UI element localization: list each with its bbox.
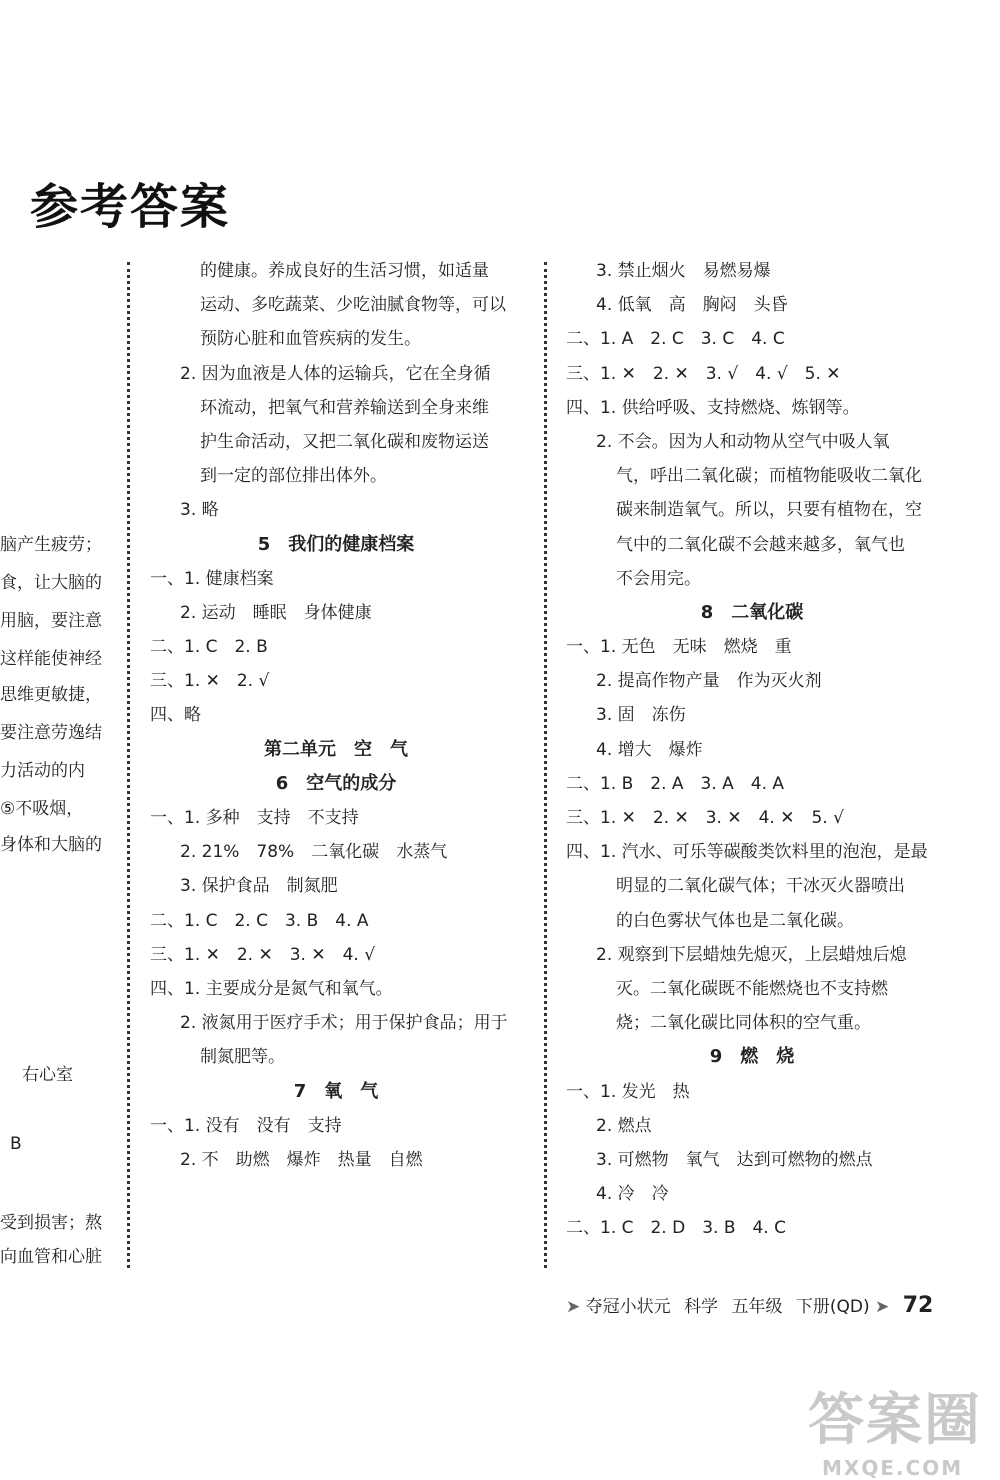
answer-line: 2. 燃点: [596, 1115, 652, 1136]
footer-subject: 科学: [684, 1297, 719, 1317]
answer-line: 3. 略: [180, 500, 219, 521]
answer-line: 三、1. ✕ 2. ✕ 3. √ 4. √ 5. ✕: [566, 363, 841, 384]
answer-line: 4. 低氧 高 胸闷 头昏: [596, 295, 788, 316]
answer-line: 灭。二氧化碳既不能燃烧也不支持燃: [616, 978, 888, 999]
answer-line: 三、1. ✕ 2. ✕ 3. ✕ 4. ✕ 5. √: [566, 808, 844, 828]
answer-line: 二、1. B 2. A 3. A 4. A: [566, 773, 785, 794]
answer-line: 气中的二氧化碳不会越来越多，氧气也: [616, 534, 905, 555]
answer-line: 到一定的部位排出体外。: [200, 466, 387, 487]
answer-line: 气，呼出二氧化碳；而植物能吸收二氧化: [616, 466, 922, 487]
answer-line: 运动、多吃蔬菜、少吃油腻食物等，可以: [200, 295, 506, 316]
answer-line: 的白色雾状气体也是二氧化碳。: [616, 910, 854, 931]
footer-arrow-icon: ➤: [875, 1297, 890, 1317]
page-number: 72: [902, 1293, 934, 1318]
answer-line: 二、1. C 2. C 3. B 4. A: [150, 910, 369, 931]
answer-line: 2. 运动 睡眠 身体健康: [180, 602, 372, 623]
answer-line: 4. 增大 爆炸: [596, 739, 703, 760]
answer-line: 二、1. C 2. D 3. B 4. C: [566, 1218, 786, 1239]
footer-volume: 下册(QD): [795, 1297, 870, 1317]
answer-line: 预防心脏和血管疾病的发生。: [200, 329, 421, 350]
answer-line: 的健康。养成良好的生活习惯，如适量: [200, 261, 489, 281]
answer-line: 环流动，把氧气和营养输送到全身来维: [200, 397, 489, 418]
footer-book-title: 夺冠小状元: [585, 1297, 671, 1317]
column-divider-left: [127, 262, 130, 1268]
answer-line: 4. 冷 冷: [596, 1184, 669, 1205]
section-heading: 5 我们的健康档案: [257, 533, 415, 555]
left-fragment-text: 用脑，要注意: [0, 611, 102, 631]
left-fragment-text: 思维更敏捷，: [0, 685, 102, 705]
left-fragment-text: 向血管和心脏: [0, 1247, 102, 1267]
answer-column-right: [566, 254, 938, 1245]
answer-line: 2. 不会。因为人和动物从空气中吸人氧: [596, 431, 890, 452]
footer-grade: 五年级: [731, 1297, 783, 1317]
watermark-url: MXQE.COM: [822, 1456, 964, 1480]
left-fragment-text: 身体和大脑的: [0, 835, 102, 855]
left-fragment-text: 受到损害；熬: [0, 1213, 102, 1233]
answer-line: 2. 提高作物产量 作为灭火剂: [596, 671, 822, 692]
section-heading: 9 燃 烧: [709, 1046, 795, 1068]
section-heading: 7 氧 气: [293, 1080, 379, 1102]
left-fragment-text: 右心室: [22, 1065, 73, 1085]
answer-line: 3. 禁止烟火 易燃易爆: [596, 261, 771, 281]
answer-line: 3. 可燃物 氧气 达到可燃物的燃点: [596, 1149, 873, 1170]
section-heading: 第二单元 空 气: [264, 738, 408, 760]
answer-line: 一、1. 无色 无味 燃烧 重: [566, 637, 792, 658]
answer-line: 一、1. 多种 支持 不支持: [150, 808, 359, 828]
left-fragment-text: 要注意劳逸结: [0, 723, 102, 743]
left-fragment-text: 脑产生疲劳；: [0, 535, 102, 555]
answer-line: 3. 保护食品 制氮肥: [180, 876, 338, 897]
answer-line: 明显的二氧化碳气体；干冰灭火器喷出: [616, 876, 905, 897]
watermark-logo: 答案圈: [808, 1388, 982, 1453]
left-fragment-text: 食，让大脑的: [0, 573, 102, 593]
section-heading: 8 二氧化碳: [700, 601, 804, 623]
answer-line: 2. 液氮用于医疗手术；用于保护食品；用于: [180, 1013, 508, 1034]
answer-line: 碳来制造氧气。所以，只要有植物在，空: [616, 500, 922, 521]
footer-arrow-icon: ➤: [566, 1297, 581, 1317]
answer-line: 2. 因为血液是人体的运输兵，它在全身循: [180, 363, 491, 384]
answer-line: 护生命活动，又把二氧化碳和废物运送: [200, 431, 489, 452]
answer-line: 一、1. 没有 没有 支持: [150, 1115, 342, 1136]
page-footer: [566, 1292, 933, 1318]
left-fragment-text: ⑤不吸烟，: [0, 799, 84, 819]
answer-line: 2. 不 助燃 爆炸 热量 自燃: [180, 1149, 423, 1170]
answer-line: 三、1. ✕ 2. √: [150, 671, 270, 692]
answer-line: 3. 固 冻伤: [596, 705, 686, 726]
page-title: 参考答案: [30, 179, 231, 235]
answer-line: 四、1. 主要成分是氮气和氧气。: [150, 978, 393, 999]
answer-line: 三、1. ✕ 2. ✕ 3. ✕ 4. √: [150, 944, 376, 965]
watermark: [808, 1376, 982, 1480]
answer-line: 四、略: [150, 705, 201, 726]
answer-line: 烧；二氧化碳比同体积的空气重。: [616, 1013, 871, 1034]
answer-column-left: [150, 254, 522, 1177]
answer-line: 四、1. 供给呼吸、支持燃烧、炼钢等。: [566, 397, 860, 418]
column-divider-right: [544, 262, 547, 1268]
answer-line: 四、1. 汽水、可乐等碳酸类饮料里的泡泡，是最: [566, 842, 928, 863]
answer-line: 制氮肥等。: [200, 1047, 285, 1068]
section-heading: 6 空气的成分: [275, 772, 397, 794]
answer-line: 一、1. 健康档案: [150, 568, 274, 589]
left-fragment-text: B: [10, 1134, 22, 1154]
answer-line: 不会用完。: [616, 568, 701, 589]
answer-line: 二、1. A 2. C 3. C 4. C: [566, 329, 785, 350]
answer-line: 2. 观察到下层蜡烛先熄灭，上层蜡烛后熄: [596, 944, 907, 965]
left-fragment-text: 力活动的内: [0, 761, 85, 781]
left-fragment-text: 这样能使神经: [0, 649, 102, 669]
answer-line: 一、1. 发光 热: [566, 1081, 690, 1102]
answer-line: 2. 21% 78% 二氧化碳 水蒸气: [180, 842, 448, 863]
answer-line: 二、1. C 2. B: [150, 637, 268, 658]
